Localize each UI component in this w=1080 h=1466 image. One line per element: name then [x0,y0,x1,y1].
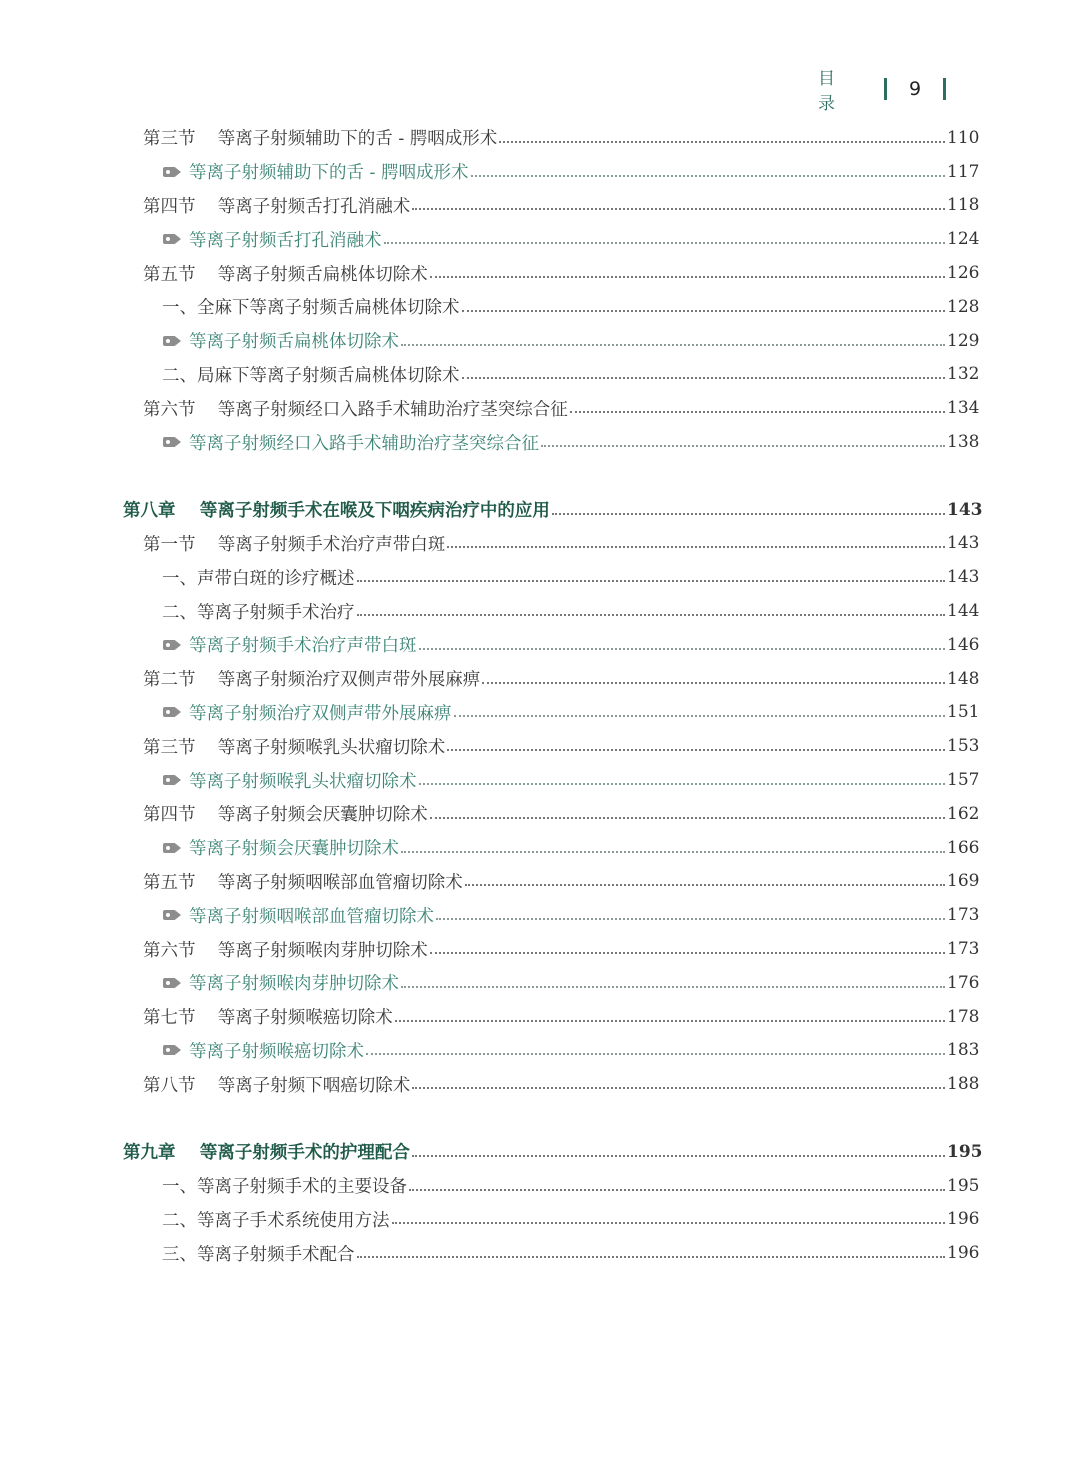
entry-page: 126 [947,263,980,284]
entry-title: 等离子射频喉肉芽肿切除术 [217,940,428,961]
dot-leader [430,817,945,819]
entry-page: 196 [947,1243,980,1264]
video-icon [163,910,176,920]
dot-leader [447,749,945,751]
header-title: 目 录 [818,69,852,114]
running-header [818,64,968,114]
video-icon [163,336,176,346]
toc-entry-video[interactable] [0,966,1080,1000]
dot-leader [366,1053,945,1055]
toc-entry-video[interactable] [0,324,1080,358]
dot-leader [384,242,946,244]
toc-entry-section[interactable] [0,189,1080,223]
entry-page: 146 [947,634,980,655]
video-icon [163,707,176,717]
dot-leader [454,715,946,717]
toc-entry-item[interactable] [0,1203,1080,1237]
entry-label: 第五节 [143,872,196,893]
toc-entry-section[interactable] [0,729,1080,763]
dot-leader [401,986,945,988]
dot-leader [409,1189,945,1191]
dot-leader [357,1256,946,1258]
dot-leader [499,141,945,143]
entry-title: 等离子射频治疗双侧声带外展麻痹 [189,703,452,724]
entry-label: 第七节 [143,1008,196,1029]
entry-label: 第一节 [143,534,196,555]
dot-leader [401,344,945,346]
video-icon [163,640,176,650]
entry-page: 143 [947,567,980,588]
entry-page: 196 [947,1209,980,1230]
video-icon [163,1045,176,1055]
table-of-contents [0,121,1080,1304]
entry-title: 一、全麻下等离子射频舌扁桃体切除术 [162,298,460,319]
entry-label: 第三节 [143,129,196,150]
video-icon [163,843,176,853]
toc-entry-video[interactable] [0,831,1080,865]
toc-entry-video[interactable] [0,898,1080,932]
entry-page: 151 [947,702,980,723]
toc-entry-video[interactable] [0,1034,1080,1068]
video-icon [163,775,176,785]
entry-title: 等离子射频喉乳头状瘤切除术 [217,737,446,758]
dot-leader [471,175,945,177]
toc-entry-section[interactable] [0,256,1080,290]
entry-title: 等离子射频经口入路手术辅助治疗茎突综合征 [189,433,539,454]
entry-title: 等离子射频手术治疗声带白斑 [189,636,417,657]
entry-page: 157 [947,770,980,791]
toc-entry-section[interactable] [0,121,1080,155]
toc-entry-section[interactable] [0,1000,1080,1034]
dot-leader [412,208,945,210]
entry-title: 等离子射频舌打孔消融术 [217,196,411,217]
entry-page: 144 [947,601,980,622]
entry-label: 第八节 [143,1075,196,1096]
entry-page: 188 [947,1074,980,1095]
entry-title: 等离子射频舌扁桃体切除术 [189,332,399,353]
dot-leader [430,276,945,278]
toc-entry-section[interactable] [0,865,1080,899]
dot-leader [462,377,946,379]
entry-page: 176 [947,972,980,993]
entry-page: 195 [947,1141,983,1162]
entry-title: 一、声带白斑的诊疗概述 [162,568,355,589]
entry-title: 等离子射频喉癌切除术 [189,1041,364,1062]
entry-label: 第六节 [143,399,196,420]
entry-page: 195 [947,1175,980,1196]
entry-title: 等离子射频辅助下的舌 - 腭咽成形术 [189,163,469,184]
toc-entry-video[interactable] [0,425,1080,459]
dot-leader [465,884,945,886]
toc-group [0,1135,1080,1270]
dot-leader [412,1087,945,1089]
entry-title: 等离子射频会厌囊肿切除术 [189,839,399,860]
dot-leader [541,445,945,447]
entry-label: 第四节 [143,196,196,217]
toc-entry-video[interactable] [0,222,1080,256]
entry-label: 第三节 [143,737,196,758]
entry-title: 等离子射频咽喉部血管瘤切除术 [217,872,463,893]
entry-title: 等离子射频经口入路手术辅助治疗茎突综合征 [217,399,568,420]
toc-group [0,493,1080,1101]
entry-page: 134 [947,398,980,419]
entry-title: 等离子射频辅助下的舌 - 腭咽成形术 [217,129,498,150]
entry-title: 等离子射频手术的护理配合 [199,1143,410,1164]
toc-entry-item[interactable] [0,358,1080,392]
toc-entry-item[interactable] [0,1169,1080,1203]
dot-leader [395,1020,945,1022]
toc-entry-section[interactable] [0,1067,1080,1101]
toc-entry-video[interactable] [0,628,1080,662]
entry-page: 162 [947,803,980,824]
entry-page: 178 [947,1006,980,1027]
dot-leader [430,952,945,954]
entry-page: 173 [947,939,980,960]
dot-leader [412,1155,945,1157]
entry-title: 二、等离子射频手术治疗 [162,602,355,623]
entry-title: 等离子射频喉肉芽肿切除术 [189,974,399,995]
toc-entry-section[interactable] [0,527,1080,561]
entry-page: 129 [947,330,980,351]
toc-entry-video[interactable] [0,155,1080,189]
toc-entry-section[interactable] [0,932,1080,966]
toc-entry-video[interactable] [0,763,1080,797]
entry-title: 二、等离子手术系统使用方法 [162,1210,390,1231]
toc-entry-chapter[interactable] [0,1135,1080,1169]
entry-title: 等离子射频下咽癌切除术 [217,1075,411,1096]
dot-leader [570,411,945,413]
dot-leader [401,851,945,853]
video-icon [163,437,176,447]
entry-label: 第五节 [143,264,196,285]
dot-leader [392,1222,946,1224]
entry-page: 148 [947,668,980,689]
page-number: 9 [909,78,922,100]
video-icon [163,978,176,988]
entry-title: 等离子射频会厌囊肿切除术 [217,805,428,826]
entry-page: 143 [947,533,980,554]
toc-entry-section[interactable] [0,662,1080,696]
dot-leader [419,783,946,785]
dot-leader [436,918,945,920]
toc-entry-section[interactable] [0,391,1080,425]
entry-title: 等离子射频喉癌切除术 [217,1008,393,1029]
dot-leader [482,682,945,684]
entry-label: 第六节 [143,940,196,961]
entry-page: 183 [947,1040,980,1061]
entry-title: 等离子射频手术在喉及下咽疾病治疗中的应用 [199,501,550,522]
entry-page: 138 [947,432,980,453]
entry-page: 124 [947,229,980,250]
dot-leader [552,513,945,515]
entry-label: 第二节 [143,670,196,691]
toc-entry-item[interactable] [0,594,1080,628]
toc-entry-video[interactable] [0,696,1080,730]
dot-leader [419,648,946,650]
video-icon [163,234,176,244]
entry-title: 等离子射频舌扁桃体切除术 [217,264,428,285]
entry-page: 166 [947,837,980,858]
entry-page: 132 [947,364,980,385]
entry-title: 三、等离子射频手术配合 [162,1244,355,1265]
entry-title: 等离子射频咽喉部血管瘤切除术 [189,906,434,927]
toc-entry-item[interactable] [0,560,1080,594]
entry-title: 等离子射频喉乳头状瘤切除术 [189,771,417,792]
toc-entry-chapter[interactable] [0,493,1080,527]
entry-title: 等离子射频手术治疗声带白斑 [217,534,446,555]
header-divider [884,78,887,100]
entry-title: 等离子射频治疗双侧声带外展麻痹 [217,670,481,691]
video-icon [163,167,176,177]
entry-label: 第九章 [123,1143,176,1164]
entry-page: 173 [947,905,980,926]
dot-leader [357,580,946,582]
entry-label: 第八章 [123,501,176,522]
dot-leader [357,614,946,616]
entry-title: 等离子射频舌打孔消融术 [189,230,382,251]
toc-entry-item[interactable] [0,290,1080,324]
entry-page: 153 [947,736,980,757]
entry-page: 110 [947,127,980,148]
entry-page: 117 [947,161,980,182]
header-divider [943,78,946,100]
toc-group [0,121,1080,459]
entry-title: 一、等离子射频手术的主要设备 [162,1177,407,1198]
entry-page: 169 [947,871,980,892]
dot-leader [462,310,946,312]
toc-entry-item[interactable] [0,1236,1080,1270]
entry-page: 118 [947,195,980,216]
entry-page: 128 [947,296,980,317]
dot-leader [447,546,945,548]
entry-label: 第四节 [143,805,196,826]
entry-title: 二、局麻下等离子射频舌扁桃体切除术 [162,365,460,386]
entry-page: 143 [947,499,983,520]
toc-entry-section[interactable] [0,797,1080,831]
